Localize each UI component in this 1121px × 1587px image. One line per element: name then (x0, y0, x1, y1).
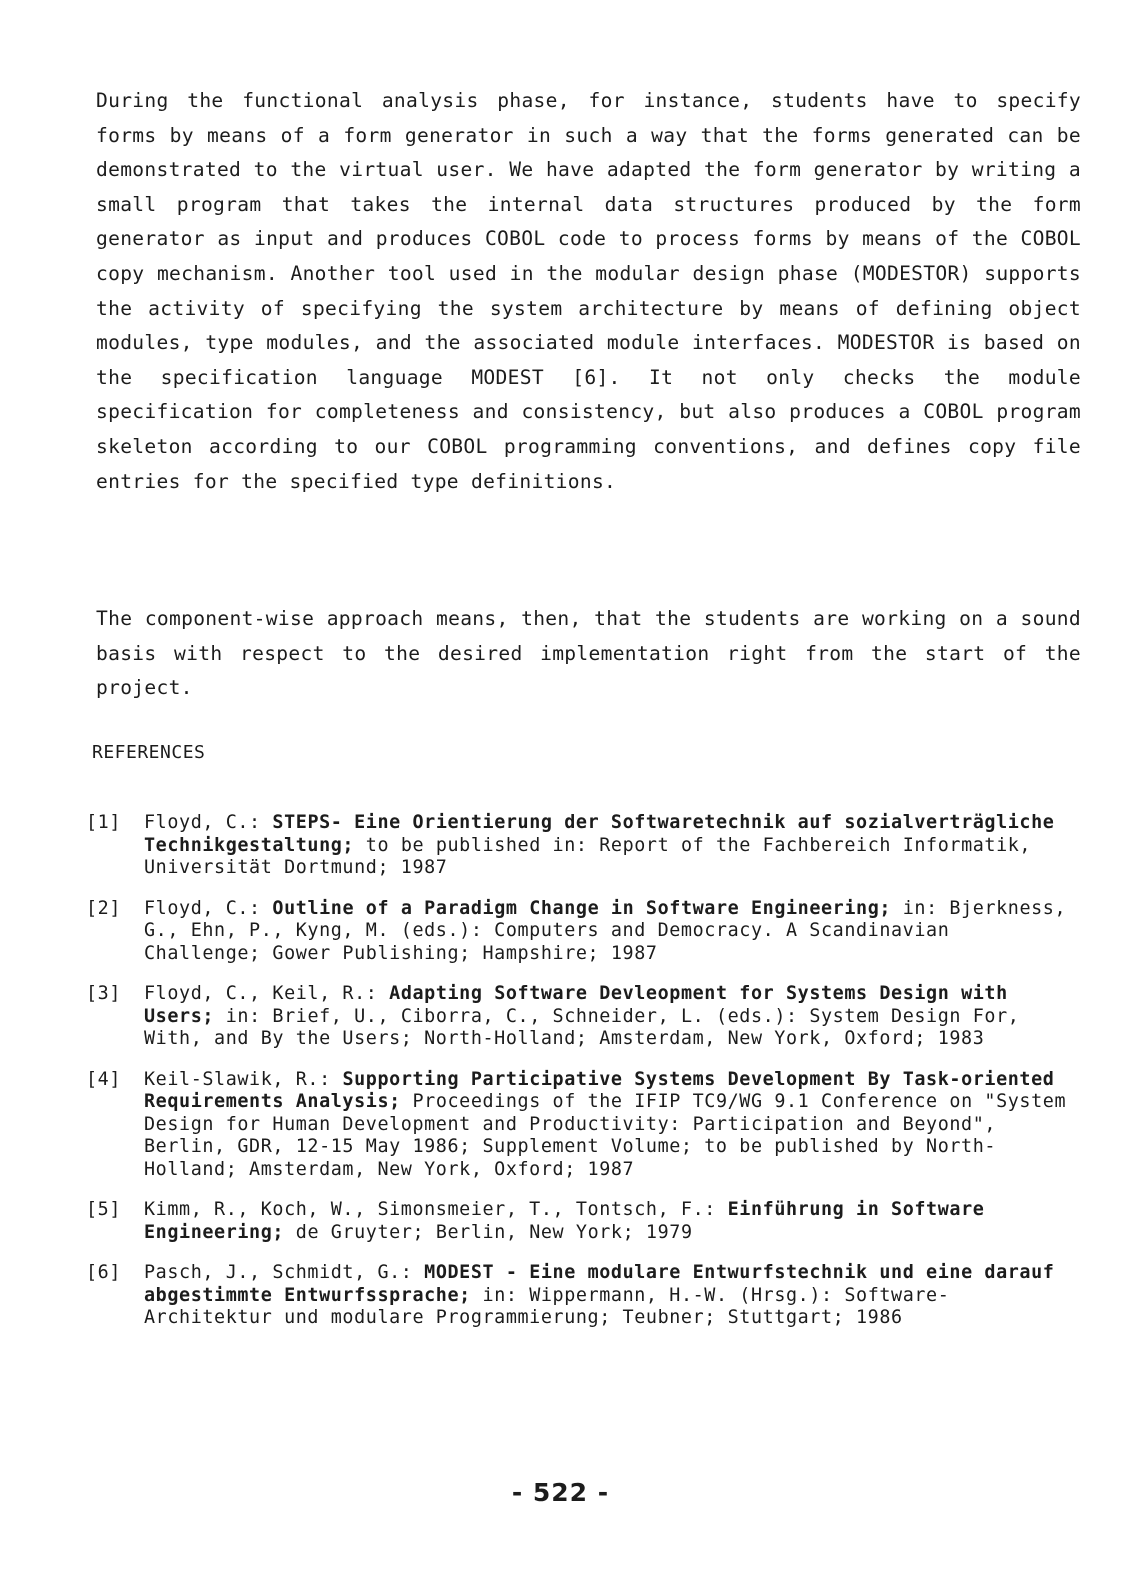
reference-authors: Pasch, J., Schmidt, G.: (144, 1262, 413, 1283)
reference-item-5 (86, 1199, 1071, 1244)
reference-number: [4] (86, 1068, 122, 1090)
body-paragraph-approach: The component-wise approach means, then, that the students are working on a sound basis with respect to the desired implementation right from the start of the project. (96, 607, 1081, 700)
reference-title: MODEST - Eine modulare Entwurfstechnik und eine darauf abgestimmte Entwurfssprache; (144, 1262, 1055, 1306)
reference-source: to be published in: Report of the Fachbereich Informatik, Universität Dortmund; 1987 (144, 834, 1032, 878)
reference-number: [1] (86, 812, 122, 833)
reference-number: [6] (86, 1262, 122, 1283)
reference-authors: Floyd, C., Keil, R.: (144, 983, 378, 1004)
reference-item-3 (86, 983, 1071, 1051)
body-paragraph-tools: During the functional analysis phase, for instance, students have to specify forms by means of a form generator in such a way that the forms generated can be demonstrated to the virtual user. We have adapted the form generator by writing a small program that takes the internal data structures produced by the form generator as input and produces COBOL code to process forms by means of the COBOL copy mechanism. Another tool used in the modular design phase (MODESTOR) supports the activity of specifying the system architecture by means of defining object modules, type modules, and the associated module interfaces. MODESTOR is based on the specification language MODEST [6]. It not only checks the module specification for completeness and consistency, but also produces a COBOL program skeleton according to our COBOL programming conventions, and defines copy file entries for the specified type definitions. (96, 89, 1081, 493)
references-heading: REFERENCES (92, 742, 206, 763)
reference-source: in: Brief, U., Ciborra, C., Schneider, L. (eds.): System Design For, With, and By the Users; North-Holland; Amsterdam, New York, Oxford; 1983 (144, 1005, 1020, 1049)
reference-title: Adapting Software Devleopment for Systems Design with Users; (144, 983, 1008, 1027)
reference-item-6 (86, 1262, 1071, 1330)
reference-source: de Gruyter; Berlin, New York; 1979 (295, 1221, 693, 1243)
reference-title: Einführung in Software Engineering; (144, 1199, 985, 1243)
reference-title: STEPS- Eine Orientierung der Softwaretechnik auf sozialverträgliche Technikgestaltung; (144, 812, 1055, 856)
reference-number: [5] (86, 1199, 122, 1220)
reference-authors: Floyd, C.: (144, 812, 261, 833)
reference-item-1 (86, 812, 1071, 880)
reference-source: Proceedings of the IFIP TC9/WG 9.1 Conference on "System Design for Human Development and Productivity: Participation and Beyond", Berlin, GDR, 12-15 May 1986; Supplement Volume; to be published by North-Holland; Amsterdam, New York, Oxford; 1987 (144, 1091, 1067, 1180)
reference-list (86, 812, 1071, 1348)
reference-authors: Kimm, R., Koch, W., Simonsmeier, T., Tontsch, F.: (144, 1199, 716, 1220)
reference-item-4 (86, 1069, 1071, 1182)
reference-number: [2] (86, 897, 122, 919)
reference-authors: Keil-Slawik, R.: (144, 1068, 331, 1090)
reference-authors: Floyd, C.: (144, 897, 261, 919)
reference-title: Supporting Participative Systems Development By Task-oriented Requirements Analysis; (144, 1068, 1055, 1112)
reference-source: in: Wippermann, H.-W. (Hrsg.): Software-Architektur und modulare Programmierung; Teubner; Stuttgart; 1986 (144, 1284, 950, 1328)
reference-title: Outline of a Paradigm Change in Software Engineering; (272, 897, 892, 919)
reference-item-2 (86, 898, 1071, 966)
reference-source: in: Bjerkness, G., Ehn, P., Kyng, M. (eds.): Computers and Democracy. A Scandinavian Challenge; Gower Publishing; Hampshire; 1987 (144, 897, 1067, 964)
reference-number: [3] (86, 983, 122, 1004)
page-number: - 522 - (511, 1478, 610, 1507)
